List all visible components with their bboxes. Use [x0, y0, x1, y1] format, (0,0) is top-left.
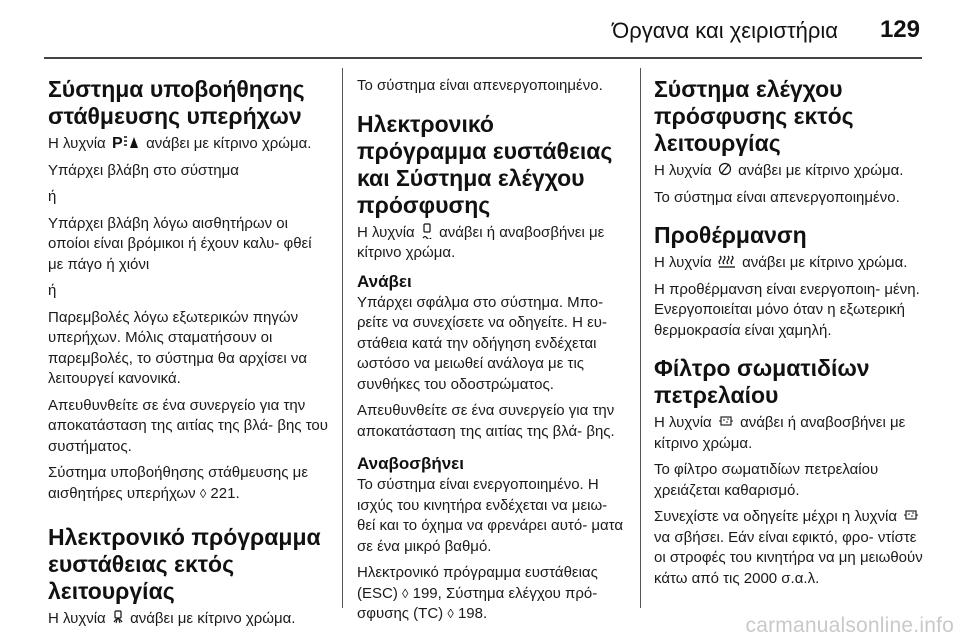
paragraph: Απευθυνθείτε σε ένα συνεργείο για την αποκατάσταση της αιτίας της βλά- βης του συστήματος.: [48, 396, 328, 455]
text: Σύστημα υποβοήθησης στάθμευσης με αισθητήρες υπερήχων: [48, 464, 309, 502]
page-reference[interactable]: 198.: [457, 605, 488, 622]
particle-filter-icon: [903, 507, 919, 523]
svg-text:P: P: [111, 135, 123, 150]
paragraph: [357, 223, 625, 264]
page-reference[interactable]: 221.: [210, 484, 240, 502]
section-title-esc-tc: Ηλεκτρονικό πρόγραμμα ευστάθειας και Σύστημα ελέγχου πρόσφυσης: [357, 110, 613, 218]
watermark[interactable]: carmanualsonline.info: [745, 614, 954, 637]
text: ανάβει ή αναβοσβήνει με κίτρινο χρώμα.: [357, 223, 605, 261]
particle-filter-icon: [718, 413, 734, 429]
paragraph: Το σύστημα είναι απενεργοποιημένο.: [357, 77, 603, 94]
tc-off-icon: [718, 161, 732, 177]
paragraph: [654, 413, 926, 454]
text: Η λυχνία: [654, 254, 712, 271]
text: ανάβει με κίτρινο χρώμα.: [146, 135, 312, 152]
text: Η λυχνία: [654, 414, 712, 431]
paragraph: [654, 253, 926, 274]
section-title-preheating: Προθέρμανση: [654, 222, 807, 248]
text: ανάβει ή αναβοσβήνει με κίτρινο χρώμα.: [654, 414, 906, 452]
column-right: [654, 70, 926, 595]
page-number: 129: [879, 16, 920, 43]
column-divider: [640, 68, 641, 608]
esc-off-icon: [112, 609, 124, 625]
text: Η λυχνία: [357, 223, 415, 241]
glow-plug-icon: [718, 253, 736, 269]
column-divider: [342, 68, 343, 608]
text: Η λυχνία: [654, 162, 712, 179]
paragraph: Υπάρχει σφάλμα στο σύστημα. Μπο- ρείτε να συνεχίσετε να οδηγείτε. Η ευ- στάθεια κατά την οδήγηση ενδέχεται ωστόσο να μειωθεί ανάλογα με τις συνθήκες του οδοστρώματος.: [357, 293, 607, 393]
text: Συνεχίστε να οδηγείτε μέχρι η λυχνία: [654, 508, 898, 525]
page-header: [0, 0, 960, 62]
subsection-title-flashing: Αναβοσβήνει: [357, 454, 464, 473]
parking-assist-icon: [112, 134, 140, 150]
text: να σβήσει. Εάν είναι εφικτό, φρο- ντίστε οι στροφές του κινητήρα να μη μειωθούν κάτω από τις 2000 σ.α.λ.: [654, 528, 923, 587]
text: Η λυχνία: [48, 610, 106, 627]
paragraph: [48, 134, 330, 155]
section-title-tc-off: Σύστημα ελέγχου πρόσφυσης εκτός λειτουργίας: [654, 76, 854, 156]
paragraph: [357, 563, 625, 625]
paragraph: Η προθέρμανση είναι ενεργοποιη- μένη. Ενεργοποιείται μόνο όταν η εξωτερική θερμοκρασία είναι χαμηλή.: [654, 280, 920, 339]
section-title-particle-filter: Φίλτρο σωματιδίων πετρελαίου: [654, 355, 870, 408]
section-title-esc-off: Ηλεκτρονικό πρόγραμμα ευστάθειας εκτός λειτουργίας: [48, 524, 321, 604]
paragraph: ή: [48, 188, 57, 205]
text: Ηλεκτρονικό πρόγραμμα ευστάθειας (ESC): [357, 564, 598, 602]
subsection-title-lit: Ανάβει: [357, 271, 412, 291]
column-middle: [357, 70, 625, 631]
reference-arrow-icon: ◊: [447, 606, 454, 621]
text: ανάβει με κίτρινο χρώμα.: [742, 254, 908, 271]
esc-icon: [421, 223, 433, 239]
paragraph: Το σύστημα είναι ενεργοποιημένο. Η ισχύς του κινητήρα ενδέχεται να μειω- θεί και το όχημα να φρενάρει αυτό- ματα σε ένα μικρό βαθμό.: [357, 476, 624, 555]
paragraph: Το φίλτρο σωματιδίων πετρελαίου χρειάζεται καθαρισμό.: [654, 461, 879, 499]
paragraph: Το σύστημα είναι απενεργοποιημένο.: [654, 188, 900, 206]
text: ανάβει με κίτρινο χρώμα.: [738, 162, 904, 179]
reference-arrow-icon: ◊: [199, 485, 207, 501]
paragraph: [654, 161, 926, 182]
paragraph: Υπάρχει βλάβη λόγω αισθητήρων οι οποίοι είναι βρόμικοι ή έχουν καλυ- φθεί με πάγο ή χιόνι: [48, 214, 312, 273]
paragraph: [48, 463, 330, 504]
text: ανάβει με κίτρινο χρώμα.: [130, 610, 296, 627]
paragraph: [48, 609, 330, 630]
page-reference[interactable]: 199, Σύστημα ελέγχου πρό- σφυσης (TC): [357, 584, 598, 622]
reference-arrow-icon: ◊: [402, 585, 409, 601]
paragraph: Υπάρχει βλάβη στο σύστημα: [48, 161, 239, 179]
column-left: [48, 70, 330, 636]
section-title-parking-assist: Σύστημα υποβοήθησης στάθμευσης υπερήχων: [48, 76, 305, 129]
header-rule: [44, 57, 922, 59]
paragraph: Απευθυνθείτε σε ένα συνεργείο για την αποκατάσταση της αιτίας της βλά- βης.: [357, 402, 615, 440]
text: Η λυχνία: [48, 135, 106, 152]
paragraph: [654, 507, 926, 589]
paragraph: Παρεμβολές λόγω εξωτερικών πηγών υπερήχων. Μόλις σταματήσουν οι παρεμβολές, το σύστημα θα αρχίσει να λειτουργεί κανονικά.: [48, 308, 308, 387]
header-title: Όργανα και χειριστήρια: [612, 18, 838, 43]
paragraph: ή: [48, 282, 57, 299]
